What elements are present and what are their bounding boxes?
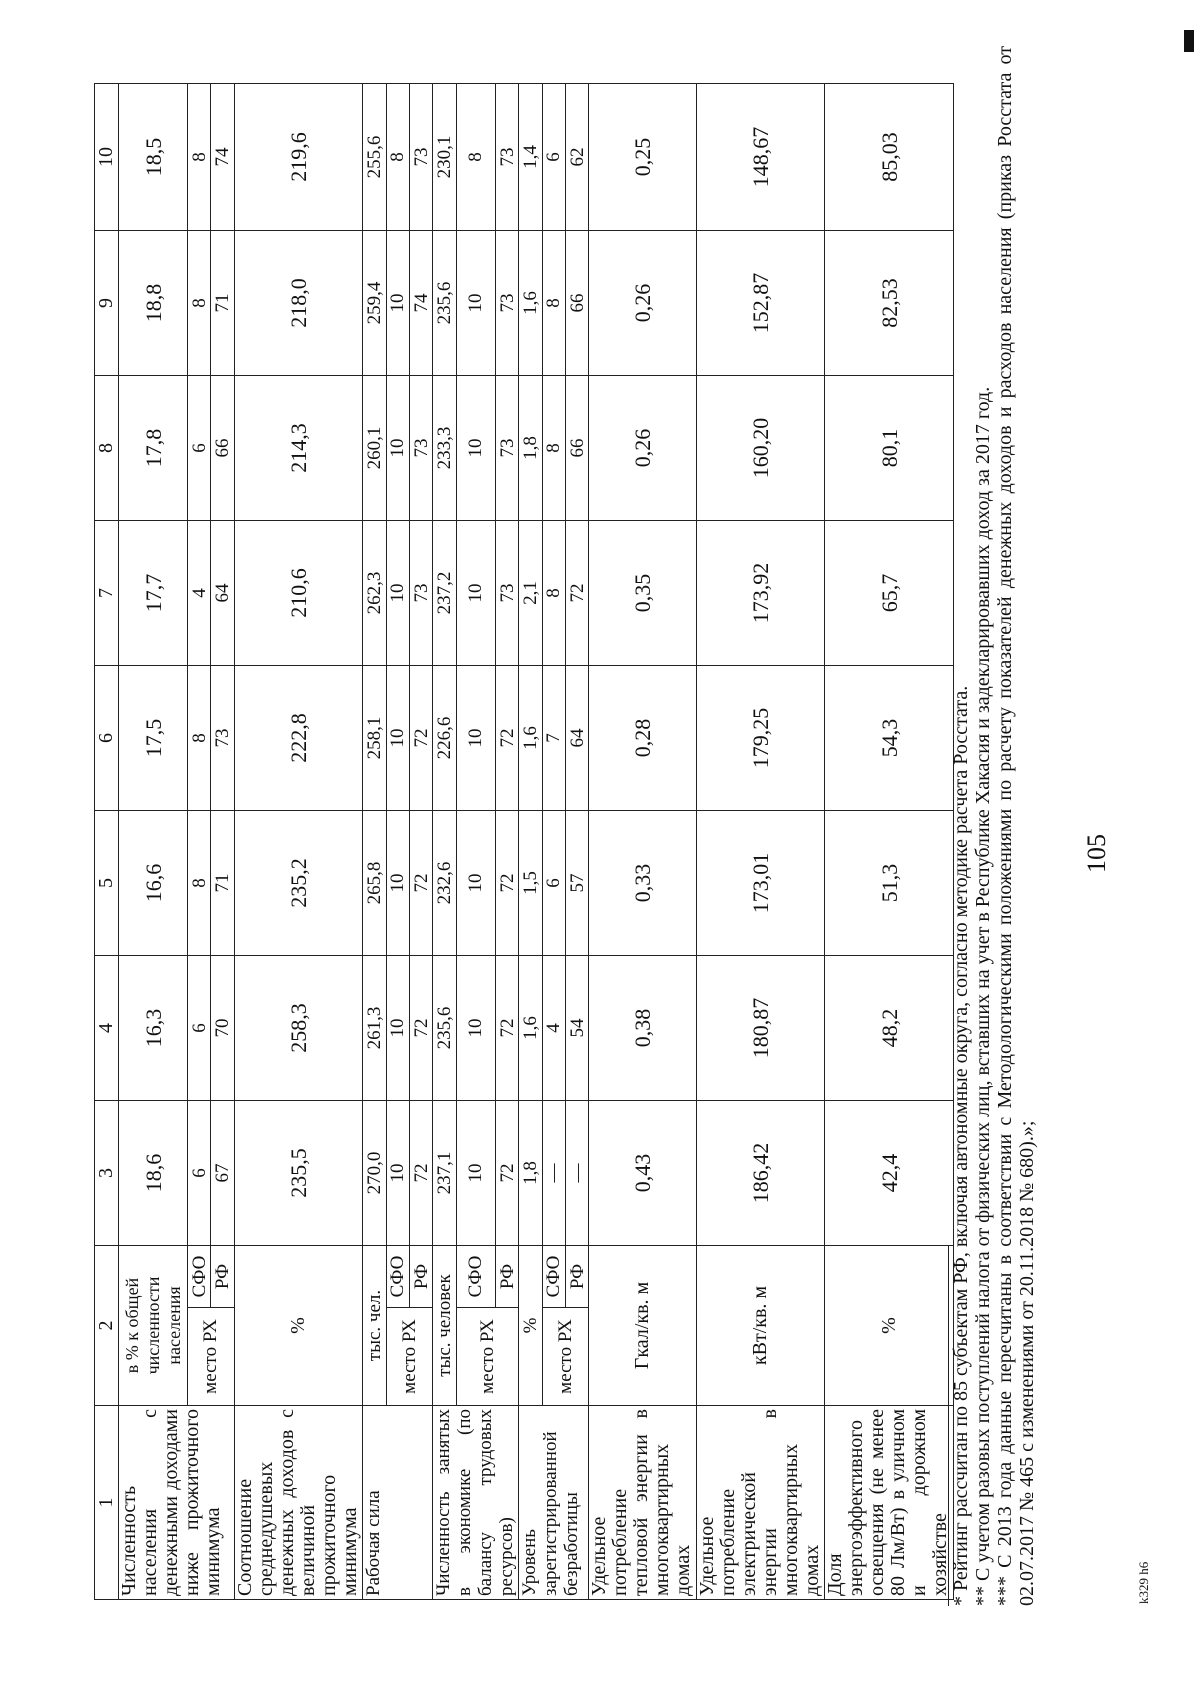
table-row [542,83,565,1599]
rank-cell: 73 [496,375,519,520]
column-header: 4 [95,955,119,1100]
rank-cell: 6 [188,1100,211,1245]
value-cell: 180,87 [696,955,825,1100]
table-row [119,83,188,1599]
rank-cell: 72 [410,665,433,810]
value-cell: 261,3 [363,955,386,1100]
value-cell: 265,8 [363,810,386,955]
value-cell: 1,4 [519,83,542,230]
rank-cell: 8 [456,83,496,230]
indicator-label: Доля энергоэффективного освещения (не менее 80 Лм/Вт) в уличном и дорожном хозяйстве [825,1406,954,1600]
value-cell: 17,8 [119,375,188,520]
value-cell: 210,6 [234,520,363,665]
value-cell: 173,92 [696,520,825,665]
value-cell: 1,6 [519,230,542,375]
indicator-label: Удельное потребление электрической энергии в многоквартирных домах [696,1406,825,1600]
rank-cell: — [565,1100,588,1245]
indicator-label: Соотношение среднедушевых денежных доходов с величиной прожиточного минимума [234,1406,363,1600]
value-cell: 148,67 [696,83,825,230]
rank-cell: 8 [188,810,211,955]
rank-cell: 10 [386,810,409,955]
rank-cell: 10 [386,520,409,665]
rank-cell: 73 [496,230,519,375]
column-header: 6 [95,665,119,810]
column-header: 10 [95,83,119,230]
unit-cell: Гкал/кв. м [589,1245,696,1405]
rank-cell: 73 [410,520,433,665]
rank-cell: 10 [386,230,409,375]
value-cell: 260,1 [363,375,386,520]
place-scope: СФО [542,1245,565,1307]
value-cell: 0,26 [589,375,696,520]
value-cell: 17,5 [119,665,188,810]
value-cell: 65,7 [825,520,954,665]
rank-cell: 72 [496,665,519,810]
rank-cell: 8 [188,83,211,230]
column-header: 1 [95,1406,119,1600]
indicator-label: Удельное потребление тепловой энергии в многоквартирных домах [589,1406,696,1600]
value-cell: 0,28 [589,665,696,810]
value-cell: 1,8 [519,375,542,520]
value-cell: 258,1 [363,665,386,810]
rank-cell: 10 [386,955,409,1100]
value-cell: 1,6 [519,665,542,810]
rank-cell: — [542,1100,565,1245]
footnote-rule [948,1246,949,1606]
indicator-label: Численность занятых в экономике (по балансу трудовых ресурсов) [433,1406,519,1600]
table-row [589,83,696,1599]
rank-cell: 8 [542,520,565,665]
table-row [386,83,409,1599]
value-cell: 258,3 [234,955,363,1100]
rank-cell: 57 [565,810,588,955]
scan-corner-mark [1184,30,1194,52]
value-cell: 0,43 [589,1100,696,1245]
table-row [433,83,456,1599]
column-header: 2 [95,1245,119,1405]
rank-cell: 73 [496,83,519,230]
rank-cell: 74 [211,83,234,230]
value-cell: 259,4 [363,230,386,375]
value-cell: 82,53 [825,230,954,375]
footnote-3: *** С 2013 года данные пересчитаны в соответствии с Методологическими положениями по расчету показателей денежных доходов и расходов населения (приказ Росстата от 02.07.2017 № 465 с изменениями от 20.11.2018 № 680).»; [994,46,1038,1606]
value-cell: 48,2 [825,955,954,1100]
unit-cell: % [519,1245,542,1405]
rank-cell: 72 [565,520,588,665]
column-header: 9 [95,230,119,375]
footnotes [950,46,1038,1606]
rank-cell: 6 [542,810,565,955]
rank-cell: 10 [456,1100,496,1245]
rank-cell: 8 [188,665,211,810]
column-header: 7 [95,520,119,665]
unit-cell: кВт/кв. м [696,1245,825,1405]
unit-cell: тыс. чел. [363,1245,386,1405]
footnote-1: * Рейтинг рассчитан по 85 субъектам РФ, включая автономные округа, согласно методике расчета Росстата. [950,685,972,1606]
rank-cell: 72 [410,810,433,955]
value-cell: 51,3 [825,810,954,955]
rank-cell: 73 [410,83,433,230]
column-header: 3 [95,1100,119,1245]
place-scope: РФ [211,1245,234,1307]
rank-cell: 64 [211,520,234,665]
indicator-label: Численность населения с денежными доходами ниже прожиточного минимума [119,1406,234,1600]
footnote-2: ** С учетом разовых поступлений налога от физических лиц, вставших на учет в Республике Хакасия и задекларировавших доход за 2017 год. [972,386,994,1606]
unit-cell: в % к общей численности населения [119,1245,188,1405]
value-cell: 179,25 [696,665,825,810]
rank-cell: 73 [496,520,519,665]
rank-cell: 8 [188,230,211,375]
rank-cell: 72 [410,955,433,1100]
rank-cell: 4 [188,520,211,665]
value-cell: 18,5 [119,83,188,230]
value-cell: 1,5 [519,810,542,955]
rank-cell: 10 [456,520,496,665]
value-cell: 18,8 [119,230,188,375]
rank-cell: 6 [188,375,211,520]
rank-cell: 73 [211,665,234,810]
rank-cell: 70 [211,955,234,1100]
rank-cell: 10 [456,810,496,955]
rank-cell: 8 [386,83,409,230]
rank-cell: 8 [542,230,565,375]
value-cell: 0,25 [589,83,696,230]
rank-cell: 64 [565,665,588,810]
rank-cell: 71 [211,810,234,955]
table-row [519,83,542,1599]
value-cell: 173,01 [696,810,825,955]
table-row [363,83,386,1599]
value-cell: 1,8 [519,1100,542,1245]
rank-cell: 66 [565,375,588,520]
value-cell: 235,5 [234,1100,363,1245]
place-scope: РФ [410,1245,433,1307]
rank-cell: 74 [410,230,433,375]
value-cell: 85,03 [825,83,954,230]
value-cell: 18,6 [119,1100,188,1245]
value-cell: 237,2 [433,520,456,665]
column-header: 8 [95,375,119,520]
rank-cell: 6 [188,955,211,1100]
value-cell: 0,35 [589,520,696,665]
place-label: место РХ [386,1308,433,1406]
rank-cell: 10 [386,375,409,520]
rank-cell: 66 [565,230,588,375]
place-label: место РХ [456,1308,519,1406]
value-cell: 16,6 [119,810,188,955]
value-cell: 54,3 [825,665,954,810]
table-row [696,83,825,1599]
place-scope: СФО [456,1245,496,1307]
value-cell: 160,20 [696,375,825,520]
value-cell: 186,42 [696,1100,825,1245]
place-scope: СФО [188,1245,211,1307]
value-cell: 2,1 [519,520,542,665]
rank-cell: 67 [211,1100,234,1245]
rank-cell: 72 [410,1100,433,1245]
page-code: k329 h6 [1136,1561,1151,1604]
value-cell: 232,6 [433,810,456,955]
value-cell: 0,38 [589,955,696,1100]
value-cell: 16,3 [119,955,188,1100]
rank-cell: 6 [542,83,565,230]
value-cell: 237,1 [433,1100,456,1245]
table-row [825,83,954,1599]
rank-cell: 4 [542,955,565,1100]
rank-cell: 72 [496,810,519,955]
table-row [234,83,363,1599]
value-cell: 17,7 [119,520,188,665]
value-cell: 80,1 [825,375,954,520]
indicator-label: Рабочая сила [363,1406,433,1600]
value-cell: 262,3 [363,520,386,665]
place-scope: РФ [496,1245,519,1307]
indicators-table [94,83,954,1600]
rank-cell: 10 [386,1100,409,1245]
place-label: место РХ [188,1308,235,1406]
rank-cell: 10 [456,955,496,1100]
place-label: место РХ [542,1308,589,1406]
value-cell: 0,33 [589,810,696,955]
rank-cell: 10 [456,665,496,810]
value-cell: 218,0 [234,230,363,375]
indicator-label: Уровень зарегистрированной безработицы [519,1406,589,1600]
value-cell: 235,2 [234,810,363,955]
unit-cell: тыс. человек [433,1245,456,1405]
value-cell: 219,6 [234,83,363,230]
value-cell: 255,6 [363,83,386,230]
rank-cell: 62 [565,83,588,230]
value-cell: 226,6 [433,665,456,810]
rank-cell: 72 [496,1100,519,1245]
rank-cell: 10 [456,375,496,520]
place-scope: РФ [565,1245,588,1307]
column-header: 5 [95,810,119,955]
value-cell: 235,6 [433,230,456,375]
table-row [188,83,211,1599]
value-cell: 42,4 [825,1100,954,1245]
value-cell: 270,0 [363,1100,386,1245]
value-cell: 235,6 [433,955,456,1100]
rank-cell: 73 [410,375,433,520]
value-cell: 152,87 [696,230,825,375]
rank-cell: 8 [542,375,565,520]
rank-cell: 54 [565,955,588,1100]
rank-cell: 10 [386,665,409,810]
place-scope: СФО [386,1245,409,1307]
value-cell: 1,6 [519,955,542,1100]
table-row [456,83,496,1599]
rank-cell: 66 [211,375,234,520]
value-cell: 233,3 [433,375,456,520]
unit-cell: % [825,1245,954,1405]
value-cell: 0,26 [589,230,696,375]
value-cell: 214,3 [234,375,363,520]
rank-cell: 7 [542,665,565,810]
rank-cell: 71 [211,230,234,375]
rank-cell: 10 [456,230,496,375]
value-cell: 230,1 [433,83,456,230]
unit-cell: % [234,1245,363,1405]
header-row [95,83,119,1599]
rank-cell: 72 [496,955,519,1100]
page-number: 105 [1082,834,1111,873]
value-cell: 222,8 [234,665,363,810]
